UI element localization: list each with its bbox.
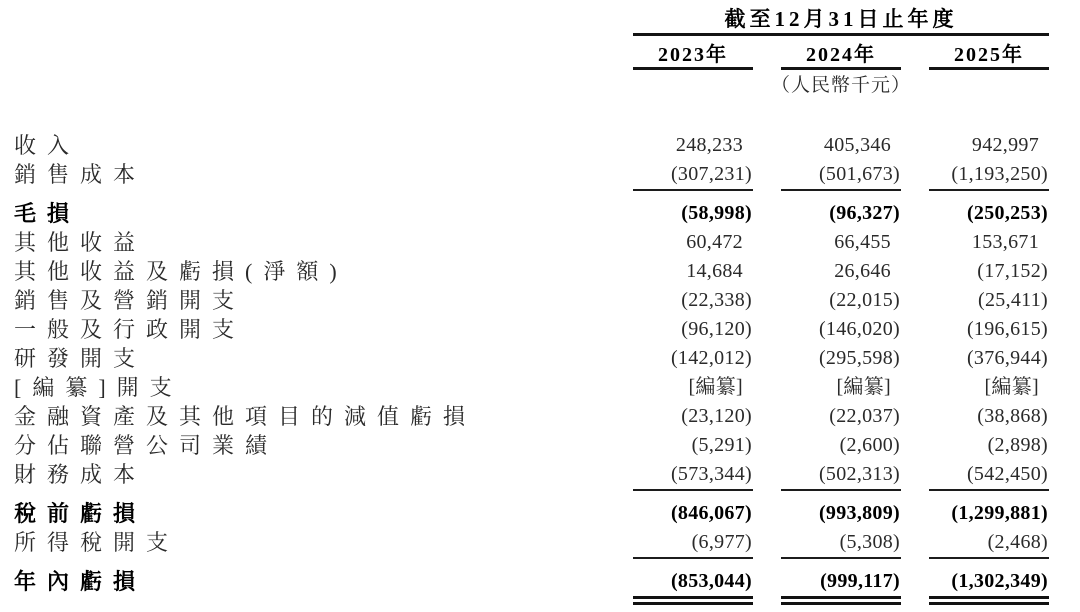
row-label: 毛損 <box>14 201 81 226</box>
row-label: 稅前虧損 <box>14 501 147 526</box>
row-label: 研發開支 <box>14 346 147 371</box>
value-2025: (2,468) <box>929 528 1049 559</box>
value-2024: 66,455 <box>834 231 891 253</box>
table-row-redacted-expenses <box>14 373 1080 402</box>
value-2025: [編纂] <box>984 376 1039 398</box>
empty-label-cell <box>14 43 605 70</box>
value-2023: (58,998) <box>681 202 752 224</box>
value-2023: (573,344) <box>633 460 753 491</box>
table-row-loss-before-tax <box>14 499 1080 528</box>
value-2024: (146,020) <box>818 318 900 340</box>
value-2024: (5,308) <box>781 528 901 559</box>
value-2025: (1,193,250) <box>929 160 1049 191</box>
value-2025: (376,944) <box>966 347 1048 369</box>
value-2023: [編纂] <box>688 376 743 398</box>
value-2024: (999,117) <box>781 567 901 605</box>
value-2025: (196,615) <box>966 318 1048 340</box>
table-row-other-gains-losses <box>14 257 1080 286</box>
value-2023: (5,291) <box>691 434 752 456</box>
row-label: 收入 <box>14 133 81 158</box>
value-2024: 26,646 <box>834 260 891 282</box>
table-row-income-tax-expense <box>14 528 1080 559</box>
value-2023: (22,338) <box>681 289 752 311</box>
row-label: [編纂]開支 <box>14 375 183 400</box>
table-row-general-admin-expenses <box>14 315 1080 344</box>
table-row-gross-loss <box>14 199 1080 228</box>
table-row-other-income <box>14 228 1080 257</box>
period-header-row <box>14 4 1080 36</box>
value-2024: 405,346 <box>823 134 891 156</box>
financial-table <box>14 131 1080 605</box>
table-row-cost-of-sales <box>14 160 1080 191</box>
value-2024: (2,600) <box>839 434 900 456</box>
year-header-row <box>14 43 1080 70</box>
row-label: 銷售及營銷開支 <box>14 288 246 313</box>
value-2025: (542,450) <box>929 460 1049 491</box>
value-2024: (22,015) <box>829 289 900 311</box>
value-2025: (25,411) <box>978 289 1048 311</box>
table-row-finance-costs <box>14 460 1080 491</box>
value-2025: (38,868) <box>977 405 1048 427</box>
value-2025: (17,152) <box>977 260 1048 282</box>
table-row-rd-expenses <box>14 344 1080 373</box>
value-2024: [編纂] <box>836 376 891 398</box>
year-column-2024: 2024年 <box>781 43 901 70</box>
value-2024: (295,598) <box>818 347 900 369</box>
value-2023: (142,012) <box>670 347 752 369</box>
empty-label-cell <box>14 4 605 36</box>
year-column-2025: 2025年 <box>929 43 1049 70</box>
value-2023: (23,120) <box>681 405 752 427</box>
value-2024: (993,809) <box>818 502 900 524</box>
value-2025: 153,671 <box>971 231 1039 253</box>
value-2025: (1,302,349) <box>929 567 1049 605</box>
table-row-share-of-associates <box>14 431 1080 460</box>
value-2024: (22,037) <box>829 405 900 427</box>
value-2025: (2,898) <box>987 434 1048 456</box>
unit-note-row <box>14 70 1080 101</box>
value-2023: (307,231) <box>633 160 753 191</box>
value-2025: 942,997 <box>971 134 1039 156</box>
row-label: 年內虧損 <box>14 569 147 594</box>
value-2024: (501,673) <box>781 160 901 191</box>
period-title: 截至12月31日止年度 <box>633 4 1049 36</box>
year-column-2023: 2023年 <box>633 43 753 70</box>
value-2023: 14,684 <box>686 260 743 282</box>
table-row-impairment-losses <box>14 402 1080 431</box>
row-label: 金融資產及其他項目的減值虧損 <box>14 404 477 429</box>
value-2023: (96,120) <box>681 318 752 340</box>
value-2023: (846,067) <box>670 502 752 524</box>
value-2023: 248,233 <box>675 134 743 156</box>
value-2025: (250,253) <box>966 202 1048 224</box>
value-2025: (1,299,881) <box>951 502 1048 524</box>
row-label: 其他收益 <box>14 230 147 255</box>
value-2024: (502,313) <box>781 460 901 491</box>
empty-label-cell <box>14 70 605 101</box>
row-label: 所得稅開支 <box>14 530 180 555</box>
value-2023: (853,044) <box>633 567 753 605</box>
row-label: 財務成本 <box>14 462 147 487</box>
table-row-selling-marketing-expenses <box>14 286 1080 315</box>
row-label: 分佔聯營公司業績 <box>14 433 279 458</box>
currency-unit-note: （人民幣千元） <box>770 75 911 96</box>
value-2023: 60,472 <box>686 231 743 253</box>
value-2023: (6,977) <box>633 528 753 559</box>
table-row-revenue <box>14 131 1080 160</box>
table-row-loss-for-year <box>14 567 1080 605</box>
row-label: 銷售成本 <box>14 162 147 187</box>
row-label: 其他收益及虧損(淨額) <box>14 259 348 284</box>
value-2024: (96,327) <box>829 202 900 224</box>
row-label: 一般及行政開支 <box>14 317 246 342</box>
